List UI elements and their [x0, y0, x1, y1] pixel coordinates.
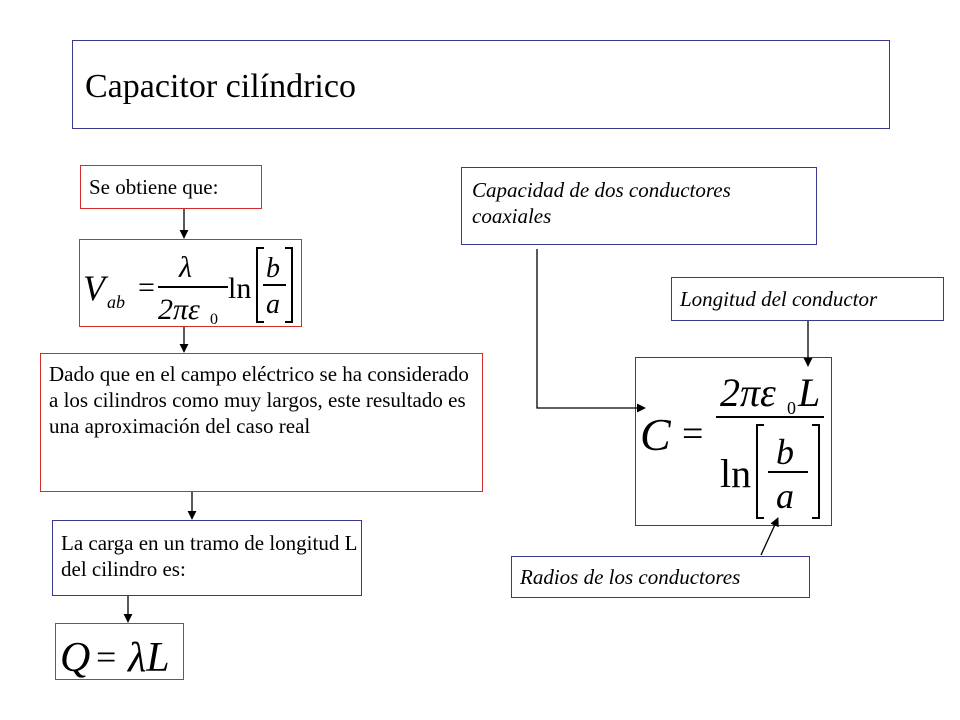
formula-c-right-bracket [812, 425, 819, 518]
formula-c-frac-num: b [776, 432, 794, 472]
formula-c-ln: ln [720, 451, 752, 496]
capacitance-formula-box [635, 357, 832, 526]
approximation-text: Dado que en el campo eléctrico se ha considerado a los cilindros como muy largos, este resultado es una aproximación del caso real [49, 362, 469, 438]
formula-v-right-bracket [285, 248, 292, 322]
formula-q-lhs: Q [60, 635, 91, 681]
formula-v-frac-num: b [266, 253, 280, 284]
formula-c-equals: = [682, 413, 704, 455]
capacity-label: Capacidad de dos conductores coaxiales [472, 178, 731, 228]
charge-formula-box [55, 623, 184, 680]
formula-c-num-suffix: L [798, 370, 821, 415]
formula-v-left-bracket [257, 248, 264, 322]
formula-v-denominator: 2πε [158, 293, 200, 326]
formula-v-equals: = [138, 271, 155, 304]
formula-c-left-bracket [757, 425, 764, 518]
title-box [72, 40, 890, 129]
formula-c-lhs: C [640, 409, 671, 460]
formula-v-frac-den: a [266, 289, 280, 320]
arrow-capacity-to-formula [537, 249, 645, 408]
formula-q-rhs: λL [128, 635, 170, 681]
charge-formula [56, 624, 185, 681]
formula-c-frac-den: a [776, 476, 794, 516]
step-obtain-text: Se obtiene que: [89, 175, 219, 199]
capacity-label-box [461, 167, 817, 245]
length-label: Longitud del conductor [680, 287, 878, 311]
formula-q-equals: = [96, 637, 117, 677]
approximation-box [40, 353, 483, 492]
radii-label: Radios de los conductores [520, 565, 741, 589]
charge-box [52, 520, 362, 596]
radii-label-box [511, 556, 810, 598]
page-title: Capacitor cilíndrico [85, 68, 356, 105]
formula-v-sub: ab [107, 292, 125, 312]
formula-v-den-sub: 0 [210, 311, 218, 328]
formula-c-num-sub: 0 [787, 398, 796, 418]
length-label-box [671, 277, 944, 321]
voltage-formula [80, 240, 303, 328]
capacitance-formula [636, 358, 833, 527]
formula-v-ln: ln [228, 272, 252, 305]
charge-text: La carga en un tramo de longitud L del cilindro es: [61, 531, 357, 581]
step-obtain-box [80, 165, 262, 209]
formula-v-numerator: λ [179, 251, 192, 284]
voltage-formula-box [79, 239, 302, 327]
formula-c-num-prefix: 2πε [720, 370, 776, 415]
formula-v-lhs: V [83, 268, 105, 308]
